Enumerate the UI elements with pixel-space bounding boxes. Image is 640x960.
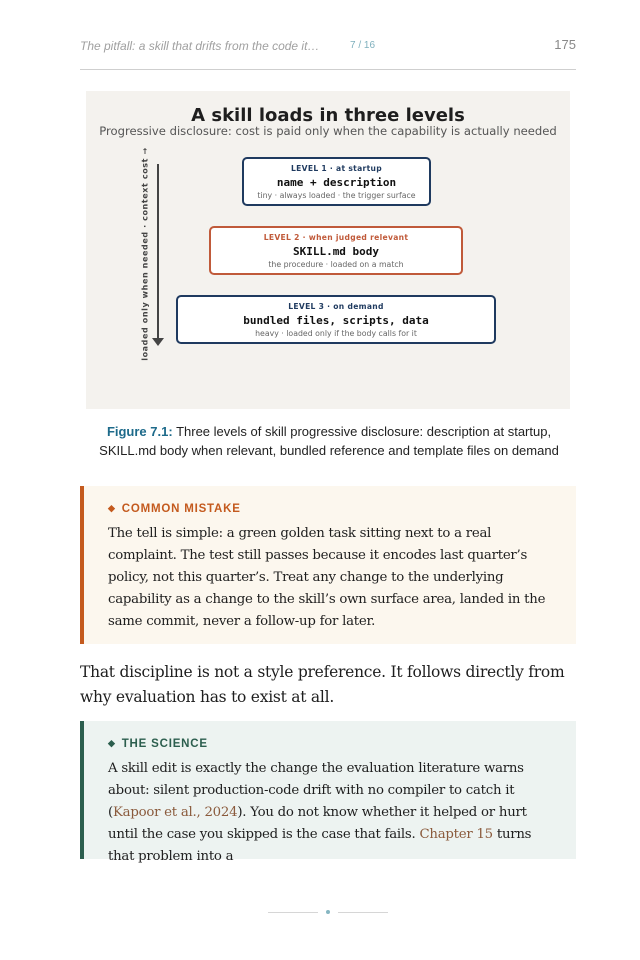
common-mistake-callout bbox=[80, 486, 576, 644]
page-number: 175 bbox=[554, 37, 576, 52]
figure-skill-levels bbox=[86, 91, 570, 409]
science-heading bbox=[108, 738, 558, 750]
footer-rule-left bbox=[268, 912, 318, 913]
chapter-running-title: The pitfall: a skill that drifts from the code it… bbox=[80, 39, 320, 53]
header-divider bbox=[80, 69, 576, 70]
running-header bbox=[80, 36, 576, 56]
science-callout bbox=[80, 721, 576, 864]
level-1-main: name + description bbox=[276, 176, 397, 189]
science-text bbox=[108, 758, 558, 868]
footer-rule-right bbox=[338, 912, 388, 913]
level-3-box bbox=[176, 295, 496, 344]
science-text-part-2: ). You do not know whether it helped or hurt until the case you skipped is the case that fails. bbox=[108, 805, 527, 842]
common-mistake-text: The tell is simple: a green golden task sitting next to a real complaint. The test still passes because it encodes last quarter’s policy, not this quarter’s. Treat any change to the underlying capability as a change to the skill’s own surface area, landed in the same commit, never a follow-up for later. bbox=[108, 526, 546, 629]
figure-title: A skill loads in three levels bbox=[191, 105, 465, 126]
footer-dot-icon bbox=[326, 910, 330, 914]
figure-caption-label: Figure 7.1: bbox=[106, 424, 173, 439]
level-2-box bbox=[209, 226, 463, 275]
arrow-down-icon bbox=[152, 338, 164, 346]
citation-link[interactable]: Kapoor et al., 2024 bbox=[112, 805, 238, 820]
section-progress: 7 / 16 bbox=[350, 40, 376, 51]
level-1-sub: tiny · always loaded · the trigger surface bbox=[257, 191, 416, 200]
chapter-link[interactable]: Chapter 15 bbox=[419, 827, 493, 842]
cost-axis-label: loaded only when needed · context cost → bbox=[140, 147, 150, 361]
level-3-main: bundled files, scripts, data bbox=[243, 314, 429, 327]
science-label: THE SCIENCE bbox=[121, 738, 208, 750]
level-2-heading: LEVEL 2 · when judged relevant bbox=[263, 233, 409, 242]
diamond-icon: ◆ bbox=[108, 503, 116, 513]
science-text-part-3: turns that problem into a bbox=[108, 827, 532, 864]
figure-subtitle: Progressive disclosure: cost is paid only when the capability is actually needed bbox=[99, 124, 557, 138]
science-text-part-1: A skill edit is exactly the change the evaluation literature warns about: silent production-code drift with no compiler to catch it ( bbox=[108, 761, 524, 820]
level-1-box bbox=[242, 157, 431, 206]
common-mistake-label: COMMON MISTAKE bbox=[121, 503, 241, 515]
level-2-sub: the procedure · loaded on a match bbox=[268, 260, 404, 269]
diamond-icon: ◆ bbox=[108, 738, 116, 748]
cost-axis-line bbox=[157, 164, 159, 340]
level-2-main: SKILL.md body bbox=[292, 245, 380, 258]
common-mistake-heading bbox=[108, 503, 558, 515]
figure-caption-text: Three levels of skill progressive disclosure: description at startup, SKILL.md body when relevant, bundled reference and template files on demand bbox=[99, 424, 559, 458]
level-3-sub: heavy · loaded only if the body calls for it bbox=[255, 329, 417, 338]
body-paragraph: That discipline is not a style preference. It follows directly from why evaluation has to exist at all. bbox=[80, 663, 565, 706]
level-3-heading: LEVEL 3 · on demand bbox=[288, 302, 384, 311]
level-1-heading: LEVEL 1 · at startup bbox=[291, 164, 382, 173]
figure-caption bbox=[90, 422, 568, 460]
